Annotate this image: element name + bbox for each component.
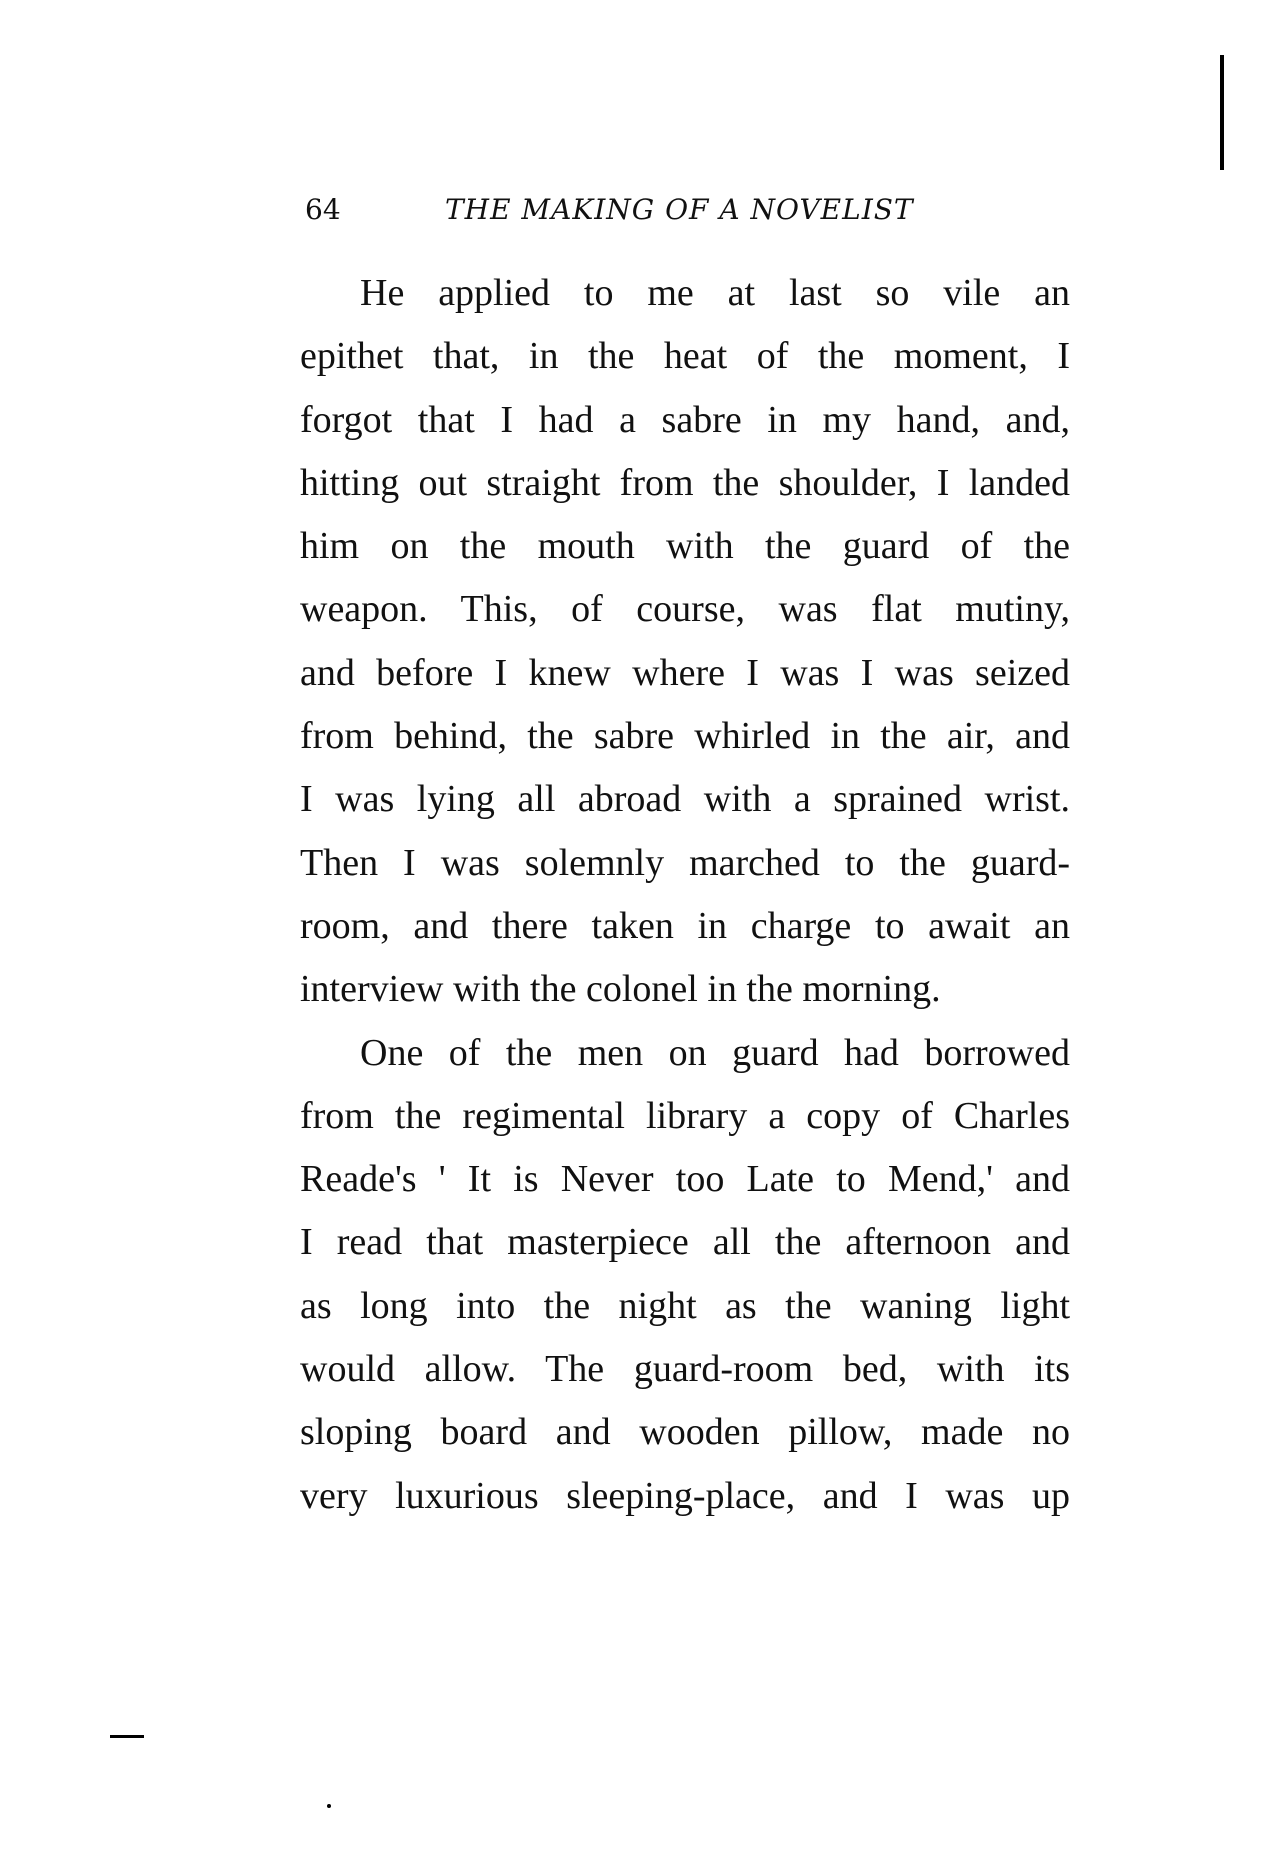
running-title: THE MAKING OF A NOVELIST [445, 193, 914, 226]
scan-dot-mark [327, 1804, 331, 1808]
text-line: would allow. The guard-room bed, with its [300, 1348, 1070, 1391]
text-line: epithet that, in the heat of the moment, I [300, 335, 1070, 378]
text-line: hitting out straight from the shoulder, I landed [300, 461, 1070, 504]
text-line: He applied to me at last so vile an [360, 272, 1070, 314]
text-line: sloping board and wooden pillow, made no [300, 1411, 1070, 1454]
text-line: very luxurious sleeping-place, and I was up [300, 1474, 1070, 1517]
body-text [300, 262, 1070, 1528]
text-line: Reade's ' It is Never too Late to Mend,' and [300, 1158, 1070, 1201]
text-line: as long into the night as the waning light [300, 1284, 1070, 1327]
text-line: I read that masterpiece all the afternoon and [300, 1221, 1070, 1264]
text-line: Then I was solemnly marched to the guard- [300, 841, 1070, 884]
scan-edge-mark [1220, 55, 1224, 170]
text-line: I was lying all abroad with a sprained wrist. [300, 778, 1070, 821]
text-line: weapon. This, of course, was flat mutiny, [300, 588, 1070, 631]
text-line: from the regimental library a copy of Charles [300, 1094, 1070, 1137]
scan-dash-mark [110, 1735, 144, 1738]
text-line: from behind, the sabre whirled in the air, and [300, 715, 1070, 758]
text-line: and before I knew where I was I was seized [300, 651, 1070, 694]
text-line: One of the men on guard had borrowed [360, 1031, 1070, 1074]
paragraph-2 [300, 1022, 1070, 1528]
running-head [305, 190, 1065, 230]
text-line: forgot that I had a sabre in my hand, and, [300, 398, 1070, 441]
text-line: interview with the colonel in the morning. [300, 968, 941, 1011]
page-number: 64 [305, 193, 341, 226]
text-line: him on the mouth with the guard of the [300, 525, 1070, 568]
paragraph-1 [300, 262, 1070, 1022]
text-line: room, and there taken in charge to await an [300, 904, 1070, 947]
